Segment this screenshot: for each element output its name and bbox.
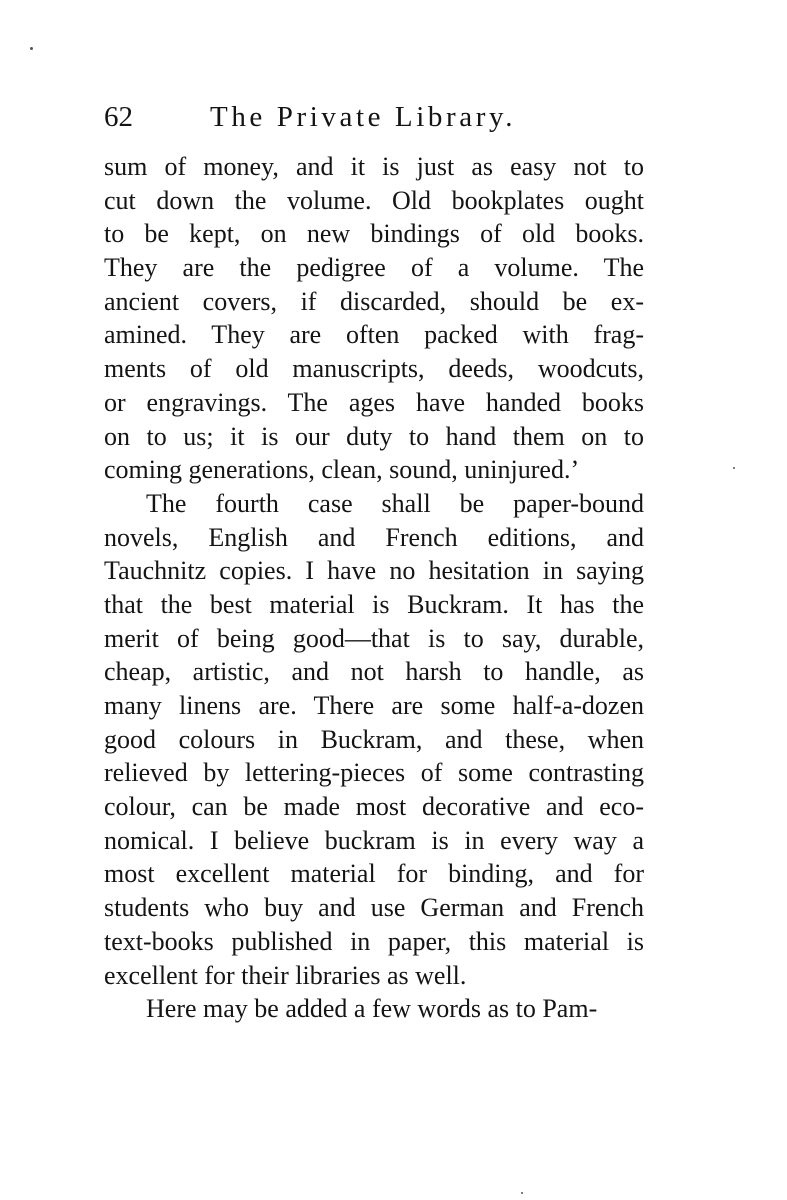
text-line: amined. They are often packed with frag-: [104, 320, 644, 350]
text-line: on to us; it is our duty to hand them on to: [104, 421, 644, 451]
paragraph-first-line: The fourth case shall be paper-bound: [146, 488, 644, 518]
text-line: text-books published in paper, this material is: [104, 926, 644, 956]
text-line: good colours in Buckram, and these, when: [104, 724, 644, 754]
scan-speck: [30, 47, 33, 50]
text-line: colour, can be made most decorative and eco-: [104, 792, 644, 822]
text-line: many linens are. There are some half-a-dozen: [104, 691, 644, 720]
text-line: or engravings. The ages have handed books: [104, 387, 644, 417]
running-title: The Private Library.: [210, 101, 517, 133]
text-line: nomical. I believe buckram is in every way a: [104, 825, 644, 855]
paragraph-last-line: excellent for their libraries as well.: [104, 960, 467, 990]
scan-speck: [733, 467, 735, 469]
text-line: that the best material is Buckram. It has the: [104, 589, 644, 619]
paragraph-last-line: coming generations, clean, sound, uninjured.’: [104, 455, 580, 485]
text-line: students who buy and use German and French: [104, 893, 644, 923]
body-text: [104, 150, 644, 1026]
text-line: to be kept, on new bindings of old books.: [104, 219, 644, 249]
running-head: [104, 97, 564, 137]
text-line: cut down the volume. Old bookplates ought: [104, 185, 644, 215]
text-line: ancient covers, if discarded, should be ex-: [104, 286, 644, 316]
paragraph-first-line: Here may be added a few words as to Pam-: [146, 994, 598, 1024]
text-line: cheap, artistic, and not harsh to handle, as: [104, 657, 644, 687]
text-line: merit of being good—that is to say, durable,: [104, 623, 644, 653]
page-number: 62: [104, 101, 133, 133]
text-line: They are the pedigree of a volume. The: [104, 253, 644, 283]
text-line: ments of old manuscripts, deeds, woodcuts,: [104, 354, 644, 384]
text-line: novels, English and French editions, and: [104, 522, 644, 552]
text-line: sum of money, and it is just as easy not to: [104, 152, 644, 181]
text-line: most excellent material for binding, and for: [104, 859, 644, 889]
text-line: Tauchnitz copies. I have no hesitation in saying: [104, 556, 644, 586]
scan-speck: [521, 1192, 523, 1194]
text-line: relieved by lettering-pieces of some contrasting: [104, 758, 644, 788]
